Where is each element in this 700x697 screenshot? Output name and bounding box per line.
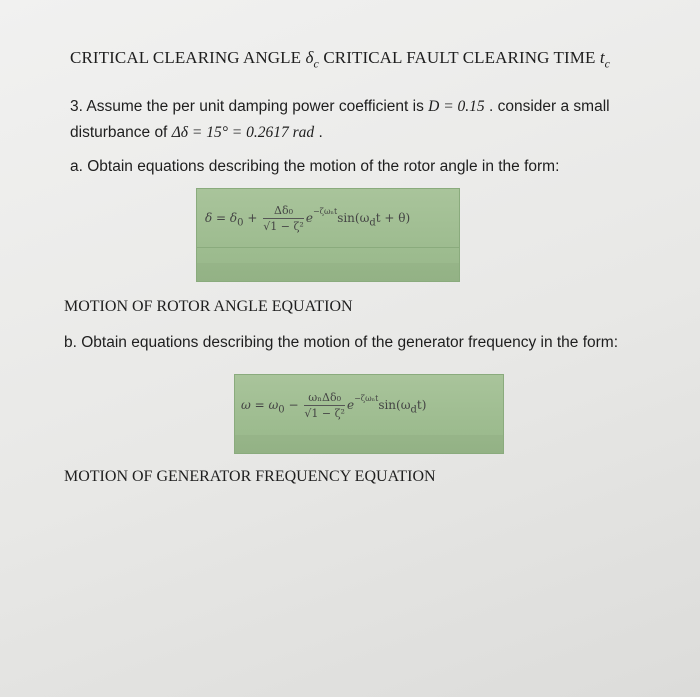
title-t: t [599,48,605,67]
generator-frequency-equation: $\omega = \omega_0$ − $\frac{\text{ωₙΔδ₀}}{\text{√1 − ζ²}}$ $e^{-\zeta\omega_nt}\sin(\omega_dt)$ [241,391,427,420]
page-title: CRITICAL CLEARING ANGLE $\delta_c$ CRITICAL FAULT CLEARING TIME $t_c$ [70,48,611,71]
part-b-prompt: b. Obtain equations describing the motion of the generator frequency in the form: [64,334,619,351]
rotor-angle-label: MOTION OF ROTOR ANGLE EQUATION [64,298,353,315]
equation-fraction: $\frac{\text{ωₙΔδ₀}}{\text{√1 − ζ²}}$ [304,391,345,420]
rotor-angle-equation-box [196,188,460,282]
disturbance-value: Δδ = 15° = 0.2617 rad [171,124,315,141]
generator-frequency-label: MOTION OF GENERATOR FREQUENCY EQUATION [64,468,436,485]
generator-frequency-equation-box [234,374,504,454]
title-delta: δ [305,48,314,67]
box-divider [197,247,459,248]
question-3: 3. Assume the per unit damping power coefficient is D = 0.15 . consider a small disturbance of Δδ = 15° = 0.2617 rad . [70,98,610,141]
equation-fraction: $\frac{\text{Δδ₀}}{\text{√1 − ζ²}}$ [263,204,304,233]
damping-value: D = 0.15 [428,98,485,115]
rotor-angle-equation: $\delta = \delta_0$ + $\frac{\text{Δδ₀}}{\text{√1 − ζ²}}$ $e^{-\zeta\omega_nt}\sin(\omega_dt + \theta)$ [205,204,411,233]
part-a-prompt: a. Obtain equations describing the motion of the rotor angle in the form: [70,158,560,175]
